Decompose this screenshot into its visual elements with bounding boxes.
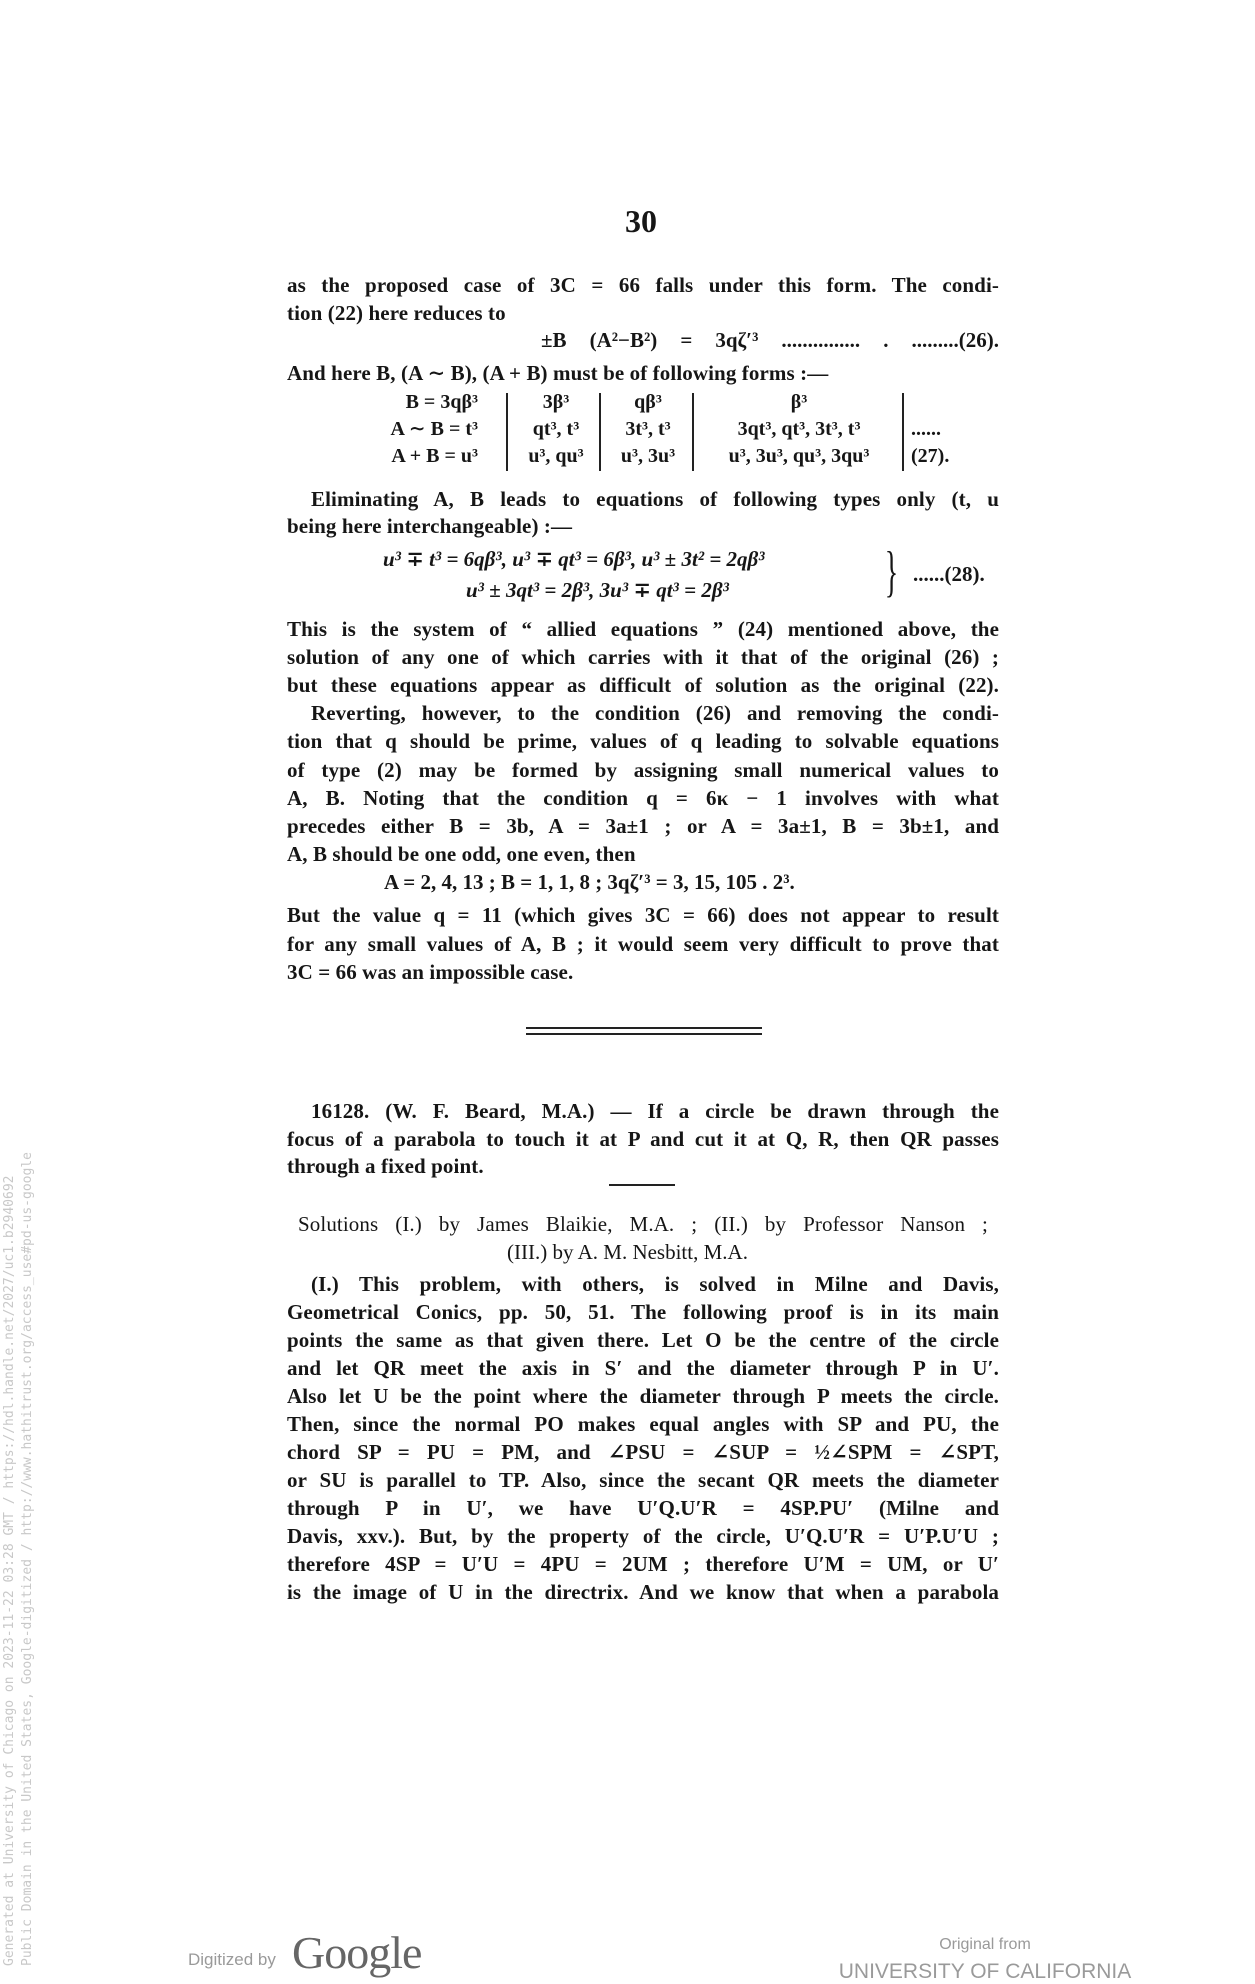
google-logo: Google [292,1927,422,1978]
section-divider [526,1033,762,1035]
text-line: tion (22) here reduces to [287,301,506,325]
table-cell: 3qt³, qt³, 3t³, t³ [737,418,861,440]
table-cell: u³, 3u³, qu³, 3qu³ [728,445,870,467]
column-divider [599,393,601,471]
column-divider [692,393,694,471]
text-line: through P in U′, we have U′Q.U′R = 4SP.PU′ (Milne and [287,1496,999,1520]
text-line: therefore 4SP = U′U = 4PU = 2UM ; therefore U′M = UM, or U′ [287,1552,999,1576]
solutions-heading: (III.) by A. M. Nesbitt, M.A. [507,1240,748,1264]
watermark-line: Generated at University of Chicago on 2023-11-22 03:28 GMT / https://hdl.handle.net/2027/uc1.b2940692 [2,1175,17,1966]
text-line: A, B should be one odd, one even, then [287,842,636,866]
question-line: 16128. (W. F. Beard, M.A.) — If a circle be drawn through the [311,1099,999,1123]
equation-28-line: u³ ± 3qt³ = 2β³, 3u³ ∓ qt³ = 2β³ [466,578,729,602]
text-line: Reverting, however, to the condition (26) and removing the condi- [311,701,999,725]
original-from-label: Original from [939,1936,1031,1953]
question-line: focus of a parabola to touch it at P and cut it at Q, R, then QR passes [287,1127,999,1151]
text-line: Eliminating A, B leads to equations of following types only (t, u [311,487,999,511]
text-line: Then, since the normal PO makes equal angles with SP and PU, the [287,1412,999,1436]
section-divider [526,1027,762,1029]
equation-26: ±B (A²−B²) = 3qζ′³ ............... . .........(26). [541,328,999,352]
text-line: Davis, xxv.). But, by the property of the circle, U′Q.U′R = U′P.U′U ; [287,1524,999,1548]
brace: } [884,541,899,603]
table-cell: qt³, t³ [532,418,580,440]
text-line: tion that q should be prime, values of q leading to solvable equations [287,729,999,753]
text-line: Geometrical Conics, pp. 50, 51. The following proof is in its main [287,1300,999,1324]
text-line: is the image of U in the directrix. And we know that when a parabola [287,1580,999,1604]
column-divider [902,393,904,471]
text-line: being here interchangeable) :— [287,514,573,538]
equation-27-label: ......(27). [911,418,950,467]
text-line: of type (2) may be formed by assigning small numerical values to [287,758,999,782]
watermark-line: Public Domain in the United States, Google-digitized / http://www.hathitrust.org/access_use#pd-us-google [20,1152,35,1966]
text-line: but these equations appear as difficult of solution as the original (22). [287,673,999,697]
question-line: through a fixed point. [287,1154,484,1178]
row-label: A + B = u³ [391,445,478,467]
row-label: A ∼ B = t³ [390,418,478,440]
text-line: as the proposed case of 3C = 66 falls under this form. The condi- [287,273,999,297]
equation-28-line: u³ ∓ t³ = 6qβ³, u³ ∓ qt³ = 6β³, u³ ± 3t² = 2qβ³ [383,547,765,571]
short-divider [609,1184,675,1186]
table-cell: qβ³ [634,391,662,413]
digitized-by-label: Digitized by [188,1950,276,1969]
table-cell: β³ [790,391,808,413]
solutions-heading: Solutions (I.) by James Blaikie, M.A. ; (II.) by Professor Nanson ; [298,1212,988,1236]
institution-label: UNIVERSITY OF CALIFORNIA [838,1960,1132,1983]
table-cell: u³, qu³ [528,445,584,467]
text-line: solution of any one of which carries with it that of the original (26) ; [287,645,999,669]
text-line: (I.) This problem, with others, is solved in Milne and Davis, [311,1272,999,1296]
table-cell: u³, 3u³ [620,445,676,467]
text-line: precedes either B = 3b, A = 3a±1 ; or A = 3a±1, B = 3b±1, and [287,814,999,838]
text-line: Also let U be the point where the diameter through P meets the circle. [287,1384,999,1408]
text-line: and let QR meet the axis in S′ and the diameter through P in U′. [287,1356,999,1380]
text-line: But the value q = 11 (which gives 3C = 66) does not appear to result [287,903,999,927]
table-cell: 3β³ [542,391,570,413]
column-divider [506,393,508,471]
table-cell: 3t³, t³ [625,418,671,440]
equation-28-label: ......(28). [913,562,985,586]
text-line: for any small values of A, B ; it would seem very difficult to prove that [287,932,999,956]
text-line: 3C = 66 was an impossible case. [287,960,574,984]
row-label: B = 3qβ³ [405,391,478,413]
text-line: points the same as that given there. Let O be the centre of the circle [287,1328,999,1352]
text-line: And here B, (A ∼ B), (A + B) must be of following forms :— [287,361,829,385]
text-line: A, B. Noting that the condition q = 6κ − 1 involves with what [287,786,999,810]
values-equation: A = 2, 4, 13 ; B = 1, 1, 8 ; 3qζ′³ = 3, 15, 105 . 2³. [384,870,795,894]
text-line: chord SP = PU = PM, and ∠PSU = ∠SUP = ½∠SPM = ∠SPT, [287,1440,999,1464]
text-line: or SU is parallel to TP. Also, since the secant QR meets the diameter [287,1468,999,1492]
page-number: 30 [625,203,657,239]
text-line: This is the system of “ allied equations ” (24) mentioned above, the [287,617,999,641]
